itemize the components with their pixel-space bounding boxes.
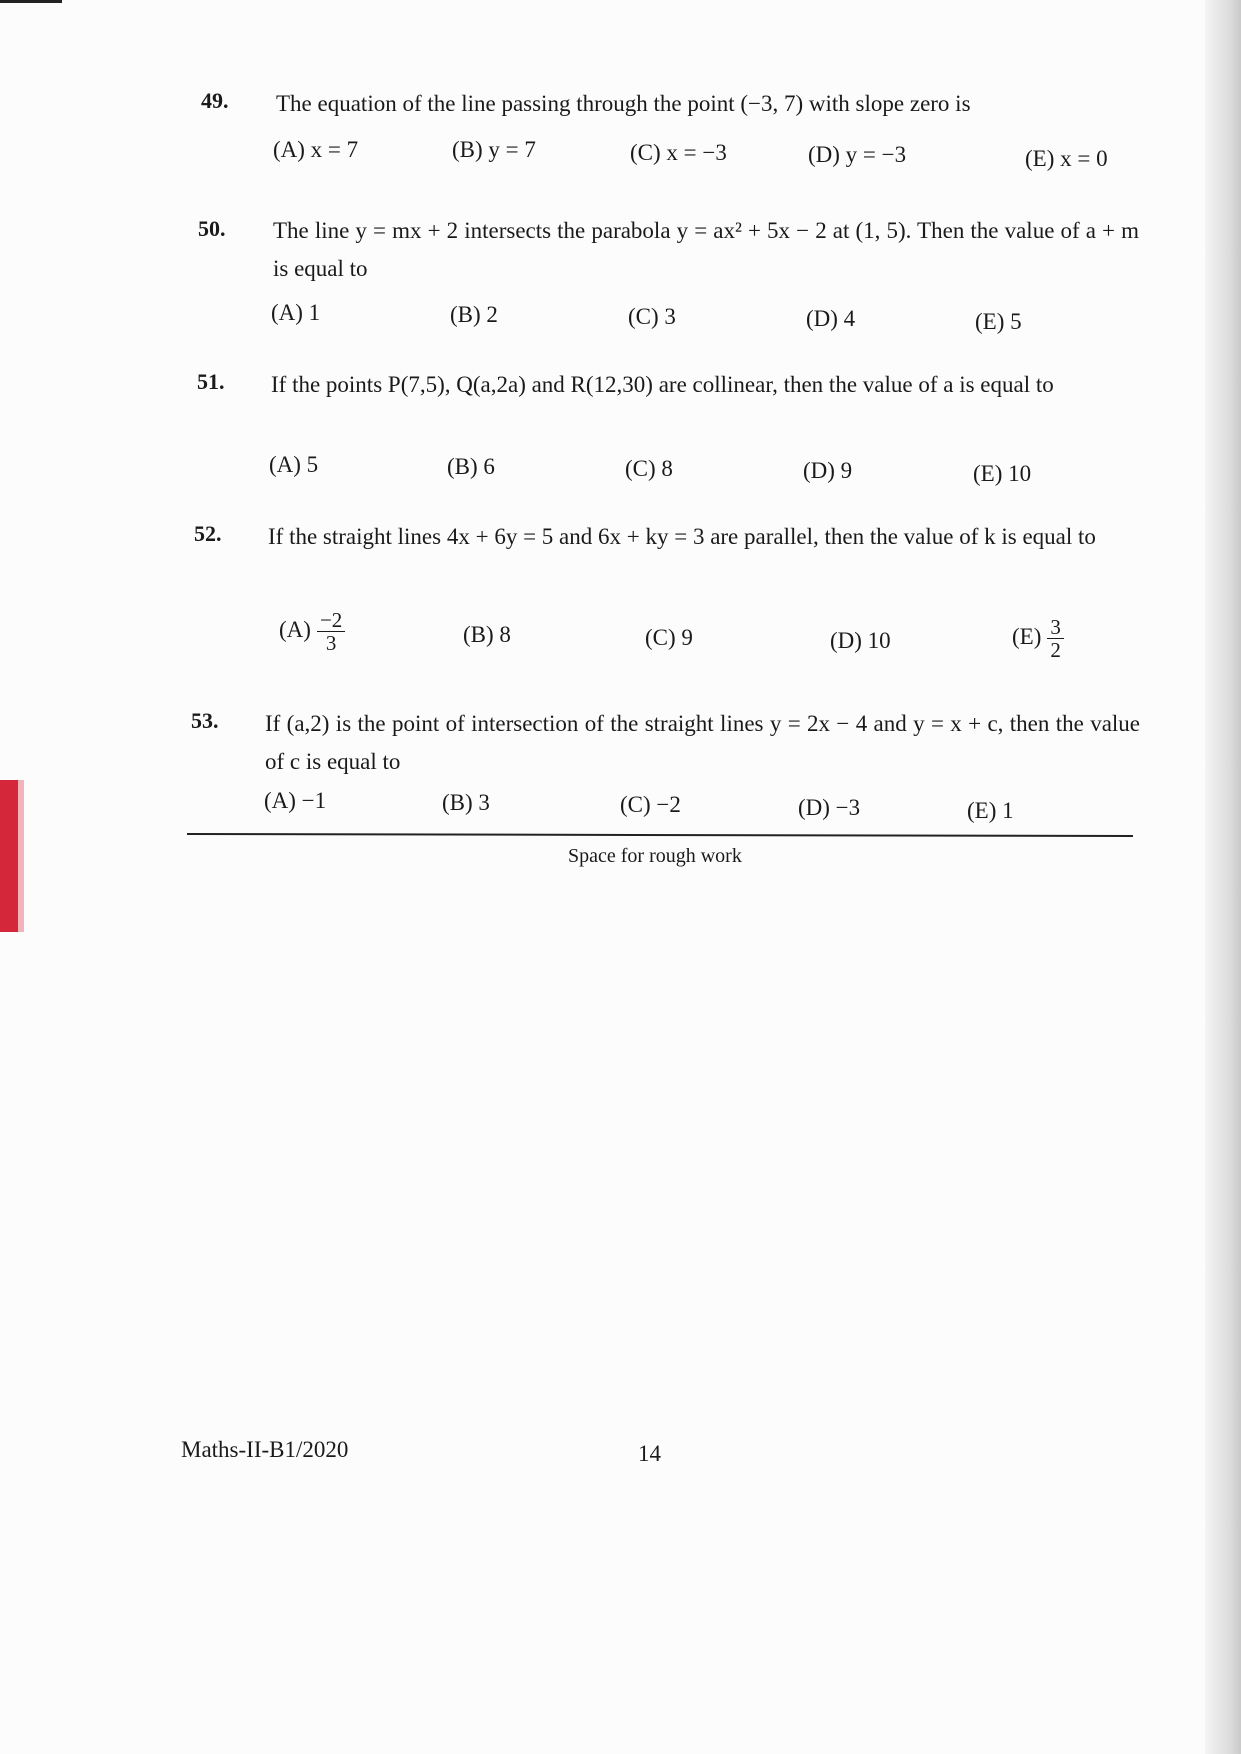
option-b[interactable]: (B) 3 (442, 790, 490, 815)
option-a[interactable] (279, 609, 345, 654)
footer-paper-code: Maths-II-B1/2020 (181, 1437, 349, 1462)
option-c[interactable]: (C) 3 (628, 304, 676, 329)
question-number: 50. (198, 216, 226, 241)
fraction-denominator: 3 (325, 631, 337, 655)
option-a[interactable]: (A) −1 (264, 788, 327, 813)
option-d[interactable]: (D) 4 (806, 306, 856, 331)
option-e[interactable] (1012, 616, 1064, 661)
question-number: 52. (194, 521, 222, 546)
option-e[interactable]: (E) 5 (975, 309, 1022, 334)
option-c[interactable]: (C) 8 (625, 456, 673, 481)
section-divider (187, 833, 1133, 837)
option-d[interactable]: (D) −3 (798, 795, 861, 820)
option-e[interactable]: (E) 1 (967, 798, 1014, 823)
fraction-numerator: −2 (317, 609, 345, 632)
page-number: 14 (638, 1441, 661, 1466)
fraction-numerator: 3 (1047, 616, 1064, 639)
scan-edge-mark (0, 0, 62, 3)
page-edge-shadow (1205, 0, 1241, 1754)
option-a[interactable]: (A) 1 (271, 300, 321, 325)
option-b[interactable]: (B) 2 (450, 302, 498, 327)
binding-mark (0, 780, 18, 932)
option-b[interactable]: (B) 8 (463, 622, 511, 647)
question-text: The line y = mx + 2 intersects the parabola y = ax² + 5x − 2 at (1, 5). Then the value of a + m is equal to (273, 218, 1139, 281)
fraction-denominator: 2 (1050, 638, 1061, 662)
option-d[interactable]: (D) y = −3 (808, 142, 907, 167)
option-d[interactable]: (D) 9 (803, 458, 853, 483)
option-label: (E) (1012, 623, 1042, 649)
option-c[interactable]: (C) x = −3 (630, 140, 727, 165)
option-d[interactable]: (D) 10 (830, 628, 891, 653)
question-text: If (a,2) is the point of intersection of the straight lines y = 2x − 4 and y = x + c, then the value of c is equal to (265, 711, 1140, 774)
option-e[interactable]: (E) x = 0 (1025, 146, 1108, 171)
question-text: If the straight lines 4x + 6y = 5 and 6x + ky = 3 are parallel, then the value of k is equal to (268, 524, 1096, 549)
option-c[interactable]: (C) −2 (620, 792, 681, 817)
option-e[interactable]: (E) 10 (973, 461, 1032, 486)
question-text: The equation of the line passing through the point (−3, 7) with slope zero is (276, 91, 971, 116)
option-label: (A) (279, 616, 311, 642)
option-a[interactable]: (A) 5 (269, 452, 319, 477)
fraction (317, 609, 345, 654)
option-b[interactable]: (B) y = 7 (452, 137, 536, 162)
option-b[interactable]: (B) 6 (447, 454, 495, 479)
rough-work-label: Space for rough work (568, 845, 742, 867)
question-text: If the points P(7,5), Q(a,2a) and R(12,30) are collinear, then the value of a is equal to (271, 372, 1054, 397)
question-number: 49. (201, 88, 229, 113)
option-a[interactable]: (A) x = 7 (273, 137, 359, 162)
option-c[interactable]: (C) 9 (645, 625, 693, 650)
question-number: 51. (197, 369, 225, 394)
question-number: 53. (191, 708, 219, 733)
fraction (1047, 616, 1064, 661)
